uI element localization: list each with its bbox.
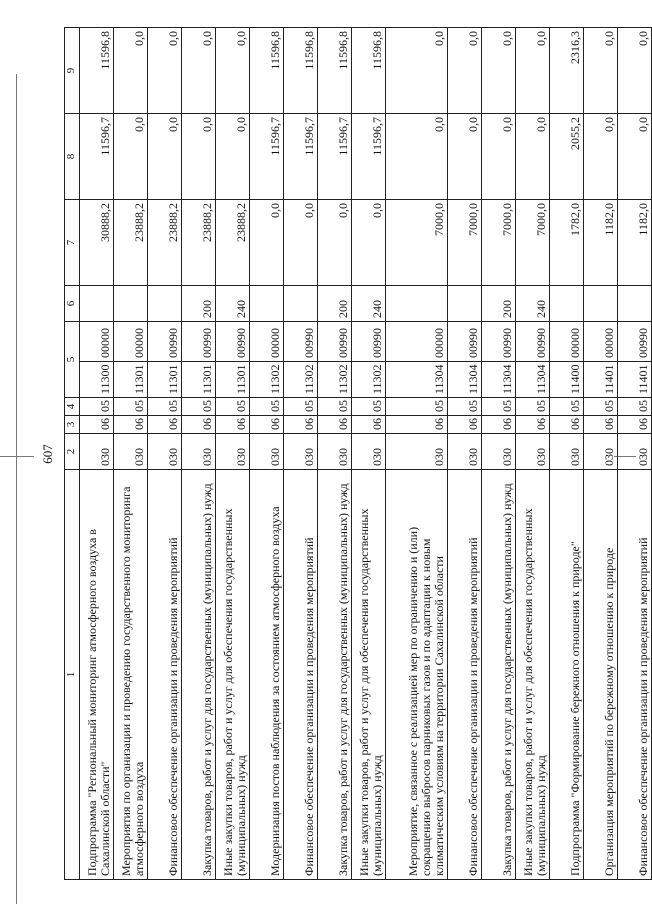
col-2-code: 030 [250, 434, 284, 470]
row-name: Иные закупки товаров, работ и услуг для обеспечения государственных (муниципальных) нужд [352, 470, 386, 880]
page-number: 607 [40, 444, 55, 464]
row-name: Закупка товаров, работ и услуг для государственных (муниципальных) нужд [182, 470, 216, 880]
col-3-code: 06 [550, 416, 584, 434]
column-number-row [65, 28, 80, 880]
table-row [584, 28, 618, 880]
row-name: Модернизация постов наблюдения за состоянием атмосферного воздуха [250, 470, 284, 880]
col-5-target-code: 11302 [250, 362, 284, 398]
col-8-amount: 11596,7 [318, 114, 352, 200]
col-9-amount: 0,0 [618, 28, 652, 114]
col-3-code: 06 [114, 416, 148, 434]
col-5-target-code: 11304 [386, 362, 448, 398]
col-7-amount: 1182,0 [584, 200, 618, 286]
col-4-code: 05 [618, 398, 652, 416]
scan-line-left [0, 456, 34, 457]
col-4-code: 05 [318, 398, 352, 416]
table-row [250, 28, 284, 880]
column-number: 4 [65, 398, 80, 416]
col-6-code: 240 [516, 286, 550, 322]
col-4-code: 05 [80, 398, 114, 416]
col-6-code [550, 286, 584, 322]
col-9-amount: 0,0 [482, 28, 516, 114]
col-5-target-code: 11302 [352, 362, 386, 398]
col-5-expense-code: 00000 [80, 322, 114, 362]
col-3-code: 06 [148, 416, 182, 434]
row-name: Мероприятия по организации и проведению государственного мониторинга атмосферного воздуха [114, 470, 148, 880]
col-8-amount: 11596,7 [80, 114, 114, 200]
col-7-amount: 23888,2 [182, 200, 216, 286]
col-2-code: 030 [482, 434, 516, 470]
col-4-code: 05 [550, 398, 584, 416]
col-2-code: 030 [516, 434, 550, 470]
column-number: 8 [65, 114, 80, 200]
col-8-amount: 0,0 [182, 114, 216, 200]
col-2-code: 030 [448, 434, 482, 470]
col-6-code [284, 286, 318, 322]
col-3-code: 06 [618, 416, 652, 434]
col-7-amount: 0,0 [250, 200, 284, 286]
column-number: 9 [65, 28, 80, 114]
col-5-expense-code: 00990 [516, 322, 550, 362]
row-name: Мероприятие, связанное с реализацией мер по ограничению и (или) сокращению выбросов парниковых газов и по адаптации к новым климатическим условиям на территории Сахалинской области [386, 470, 448, 880]
table-row [386, 28, 448, 880]
col-5-target-code: 11304 [448, 362, 482, 398]
col-5-expense-code: 00000 [250, 322, 284, 362]
col-3-code: 06 [584, 416, 618, 434]
col-2-code: 030 [550, 434, 584, 470]
col-8-amount: 0,0 [114, 114, 148, 200]
col-6-code [448, 286, 482, 322]
row-name: Иные закупки товаров, работ и услуг для обеспечения государственных (муниципальных) нужд [216, 470, 250, 880]
col-9-amount: 0,0 [516, 28, 550, 114]
column-number: 1 [65, 470, 80, 880]
col-6-code [584, 286, 618, 322]
col-8-amount: 11596,7 [352, 114, 386, 200]
col-6-code: 240 [216, 286, 250, 322]
col-4-code: 05 [284, 398, 318, 416]
col-4-code: 05 [482, 398, 516, 416]
col-9-amount: 11596,8 [352, 28, 386, 114]
col-8-amount: 0,0 [516, 114, 550, 200]
col-7-amount: 7000,0 [516, 200, 550, 286]
col-7-amount: 30888,2 [80, 200, 114, 286]
col-5-target-code: 11301 [148, 362, 182, 398]
col-2-code: 030 [182, 434, 216, 470]
col-6-code [386, 286, 448, 322]
col-5-expense-code: 00000 [550, 322, 584, 362]
col-3-code: 06 [216, 416, 250, 434]
col-5-target-code: 11300 [80, 362, 114, 398]
table-body [80, 28, 652, 880]
col-4-code: 05 [216, 398, 250, 416]
col-5-target-code: 11401 [584, 362, 618, 398]
col-5-expense-code: 00000 [114, 322, 148, 362]
col-9-amount: 0,0 [182, 28, 216, 114]
col-6-code [618, 286, 652, 322]
table-row [352, 28, 386, 880]
col-8-amount: 11596,7 [250, 114, 284, 200]
col-2-code: 030 [386, 434, 448, 470]
col-5-expense-code: 00000 [386, 322, 448, 362]
table-row [216, 28, 250, 880]
col-3-code: 06 [80, 416, 114, 434]
col-5-expense-code: 00990 [284, 322, 318, 362]
col-9-amount: 0,0 [448, 28, 482, 114]
column-number: 5 [65, 322, 80, 398]
col-3-code: 06 [448, 416, 482, 434]
col-8-amount: 0,0 [482, 114, 516, 200]
col-9-amount: 0,0 [114, 28, 148, 114]
col-5-expense-code: 00990 [352, 322, 386, 362]
col-9-amount: 0,0 [148, 28, 182, 114]
col-6-code [148, 286, 182, 322]
col-3-code: 06 [482, 416, 516, 434]
row-name: Финансовое обеспечение организации и проведения мероприятий [448, 470, 482, 880]
col-5-target-code: 11301 [182, 362, 216, 398]
col-8-amount: 0,0 [618, 114, 652, 200]
col-5-expense-code: 00000 [584, 322, 618, 362]
rotated-content [36, 28, 650, 880]
col-4-code: 05 [148, 398, 182, 416]
col-3-code: 06 [182, 416, 216, 434]
col-6-code [80, 286, 114, 322]
column-number: 7 [65, 200, 80, 286]
col-7-amount: 23888,2 [216, 200, 250, 286]
col-4-code: 05 [250, 398, 284, 416]
column-number: 3 [65, 416, 80, 434]
col-7-amount: 23888,2 [114, 200, 148, 286]
col-4-code: 05 [352, 398, 386, 416]
col-9-amount: 0,0 [386, 28, 448, 114]
col-4-code: 05 [182, 398, 216, 416]
col-2-code: 030 [284, 434, 318, 470]
row-name: Подпрограмма "Региональный мониторинг атмосферного воздуха в Сахалинской области" [80, 470, 114, 880]
col-4-code: 05 [584, 398, 618, 416]
row-name: Подпрограмма "Формирование бережного отношения к природе" [550, 470, 584, 880]
col-4-code: 05 [386, 398, 448, 416]
col-7-amount: 0,0 [318, 200, 352, 286]
col-4-code: 05 [448, 398, 482, 416]
col-5-target-code: 11304 [482, 362, 516, 398]
col-5-target-code: 11400 [550, 362, 584, 398]
col-6-code: 200 [318, 286, 352, 322]
col-9-amount: 0,0 [584, 28, 618, 114]
table-row [284, 28, 318, 880]
row-name: Иные закупки товаров, работ и услуг для обеспечения государственных (муниципальных) нужд [516, 470, 550, 880]
col-8-amount: 11596,7 [284, 114, 318, 200]
col-6-code [250, 286, 284, 322]
col-9-amount: 11596,8 [80, 28, 114, 114]
col-3-code: 06 [284, 416, 318, 434]
col-5-expense-code: 00990 [618, 322, 652, 362]
row-name: Финансовое обеспечение организации и проведения мероприятий [618, 470, 652, 880]
col-2-code: 030 [216, 434, 250, 470]
col-5-expense-code: 00990 [216, 322, 250, 362]
col-2-code: 030 [318, 434, 352, 470]
col-2-code: 030 [584, 434, 618, 470]
table-row [318, 28, 352, 880]
col-5-target-code: 11302 [318, 362, 352, 398]
col-2-code: 030 [618, 434, 652, 470]
col-5-expense-code: 00990 [448, 322, 482, 362]
col-7-amount: 0,0 [352, 200, 386, 286]
col-5-target-code: 11301 [114, 362, 148, 398]
margin-rule [16, 74, 17, 904]
col-6-code [114, 286, 148, 322]
column-number: 6 [65, 286, 80, 322]
col-5-expense-code: 00990 [182, 322, 216, 362]
col-7-amount: 1182,0 [618, 200, 652, 286]
col-8-amount: 0,0 [448, 114, 482, 200]
col-3-code: 06 [352, 416, 386, 434]
row-name: Финансовое обеспечение организации и проведения мероприятий [148, 470, 182, 880]
table-row [148, 28, 182, 880]
row-name: Организация мероприятий по бережному отношению к природе [584, 470, 618, 880]
table-row [618, 28, 652, 880]
row-name: Закупка товаров, работ и услуг для государственных (муниципальных) нужд [482, 470, 516, 880]
table-row [482, 28, 516, 880]
col-9-amount: 11596,8 [284, 28, 318, 114]
table-row [182, 28, 216, 880]
column-number: 2 [65, 434, 80, 470]
col-8-amount: 0,0 [386, 114, 448, 200]
col-3-code: 06 [250, 416, 284, 434]
col-5-target-code: 11302 [284, 362, 318, 398]
row-name: Закупка товаров, работ и услуг для государственных (муниципальных) нужд [318, 470, 352, 880]
col-8-amount: 0,0 [584, 114, 618, 200]
col-2-code: 030 [148, 434, 182, 470]
col-7-amount: 0,0 [284, 200, 318, 286]
col-2-code: 030 [114, 434, 148, 470]
col-9-amount: 2316,3 [550, 28, 584, 114]
table-row [516, 28, 550, 880]
col-5-expense-code: 00990 [318, 322, 352, 362]
col-7-amount: 7000,0 [448, 200, 482, 286]
col-5-target-code: 11304 [516, 362, 550, 398]
col-6-code: 240 [352, 286, 386, 322]
table-row [550, 28, 584, 880]
table-row [448, 28, 482, 880]
col-2-code: 030 [352, 434, 386, 470]
table-row [114, 28, 148, 880]
col-5-expense-code: 00990 [482, 322, 516, 362]
col-5-target-code: 11401 [618, 362, 652, 398]
col-5-expense-code: 00990 [148, 322, 182, 362]
col-3-code: 06 [516, 416, 550, 434]
col-7-amount: 7000,0 [386, 200, 448, 286]
col-3-code: 06 [318, 416, 352, 434]
col-7-amount: 1782,0 [550, 200, 584, 286]
col-9-amount: 11596,8 [250, 28, 284, 114]
table-row [80, 28, 114, 880]
col-4-code: 05 [114, 398, 148, 416]
col-6-code: 200 [182, 286, 216, 322]
col-4-code: 05 [516, 398, 550, 416]
col-9-amount: 11596,8 [318, 28, 352, 114]
budget-table [64, 27, 652, 880]
col-7-amount: 23888,2 [148, 200, 182, 286]
row-name: Финансовое обеспечение организации и проведения мероприятий [284, 470, 318, 880]
col-8-amount: 0,0 [148, 114, 182, 200]
col-5-target-code: 11301 [216, 362, 250, 398]
col-8-amount: 0,0 [216, 114, 250, 200]
col-2-code: 030 [80, 434, 114, 470]
col-6-code: 200 [482, 286, 516, 322]
col-7-amount: 7000,0 [482, 200, 516, 286]
col-3-code: 06 [386, 416, 448, 434]
col-8-amount: 2055,2 [550, 114, 584, 200]
col-9-amount: 0,0 [216, 28, 250, 114]
